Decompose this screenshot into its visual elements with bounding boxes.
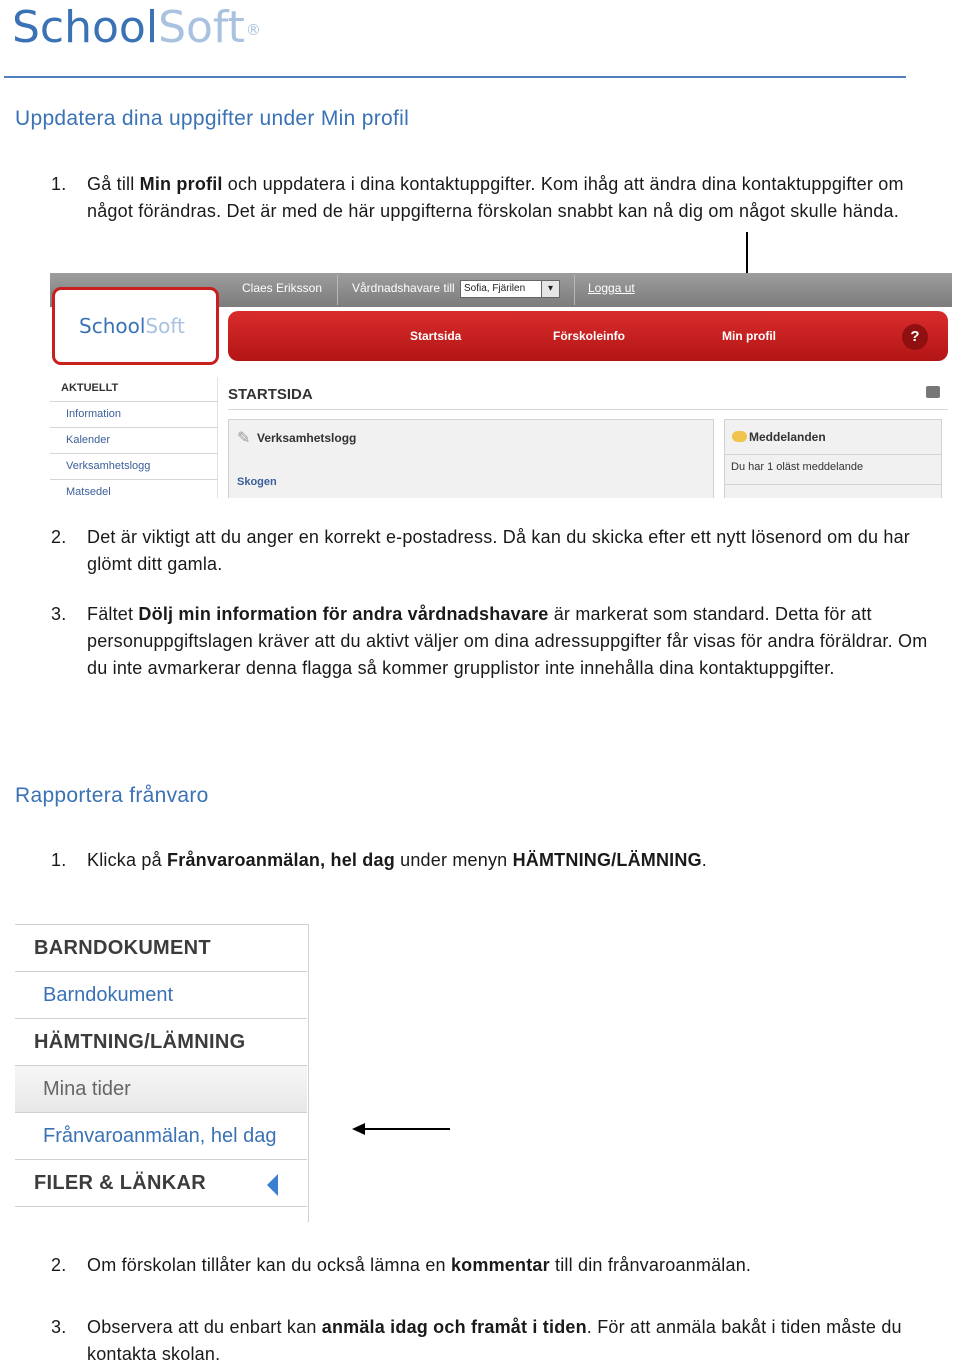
panel-verksamhetslogg	[228, 419, 714, 498]
panel-title: Verksamhetslogg	[257, 431, 357, 445]
help-icon[interactable]: ?	[902, 324, 928, 350]
instruction-item-franvaro-1: 1. Klicka på Frånvaroanmälan, hel dag under menyn HÄMTNING/LÄMNING.	[51, 850, 707, 870]
guardian-label: Vårdnadshavare till	[352, 281, 455, 295]
screenshot-startsida	[50, 273, 952, 498]
instruction-item-franvaro-2: 2. Om förskolan tillåter kan du också lämna en kommentar till din frånvaroanmälan.	[51, 1255, 752, 1275]
menu-heading-hamtning-lamning[interactable]: HÄMTNING/LÄMNING	[15, 1019, 307, 1066]
instruction-item-franvaro-3: 3. Observera att du enbart kan anmäla idag och framåt i tiden. För att anmäla bakåt i tiden måste du kontakta skolan.	[51, 1317, 902, 1364]
main-nav-bar	[228, 311, 948, 361]
menu-heading-filer-lankar[interactable]: FILER & LÄNKAR	[15, 1160, 307, 1207]
guardian-select[interactable]: Sofia, Fjärilen	[460, 280, 560, 298]
separator	[337, 275, 338, 305]
nav-min-profil[interactable]: Min profil	[722, 329, 776, 343]
message-bubble-icon	[732, 431, 747, 442]
schoolsoft-mini-logo: SchoolSoft	[79, 314, 185, 338]
header-divider	[4, 76, 906, 78]
sidebar-item-verksamhetslogg[interactable]: Verksamhetslogg	[50, 453, 218, 479]
pen-icon: ✎	[237, 430, 251, 447]
section-heading-min-profil: Uppdatera dina uppgifter under Min profil	[15, 107, 410, 130]
unread-messages-link[interactable]: Du har 1 oläst meddelande	[731, 461, 864, 473]
instruction-item-3: 3. Fältet Dölj min information för andra vårdnadshavare är markerat som standard. Detta för att personuppgiftslagen kräver att du aktivt väljer om dina adressuppgifter får visas för andra föräldrar. Om du inte avmarkerar denna flagga så kommer grupplistor inte innehålla dina kontaktuppgifter.	[51, 604, 928, 678]
user-name: Claes Eriksson	[242, 281, 323, 295]
pointer-arrow-left	[362, 1128, 450, 1130]
instruction-item-1: 1. Gå till Min profil och uppdatera i dina kontaktuppgifter. Kom ihåg att ändra dina kontaktuppgifter om något förändras. Det är med de här uppgifterna förskolan snabbt kan nå dig om något skulle hända.	[51, 174, 904, 221]
screenshot-menu	[15, 924, 309, 1222]
separator	[574, 275, 575, 305]
menu-item-mina-tider[interactable]: Mina tider	[15, 1066, 307, 1113]
instruction-item-2: 2. Det är viktigt att du anger en korrekt e-postadress. Då kan du skicka efter ett nytt lösenord om du har glömt ditt gamla.	[51, 527, 910, 574]
nav-forskoleinfo[interactable]: Förskoleinfo	[553, 329, 626, 343]
schoolsoft-logo-box[interactable]	[52, 287, 219, 365]
sidebar-aktuellt	[50, 377, 218, 498]
printer-icon[interactable]	[926, 386, 940, 398]
schoolsoft-logo: SchoolSoft®	[12, 2, 261, 53]
chevron-down-icon[interactable]: ▾	[541, 280, 560, 298]
divider	[725, 454, 941, 455]
sidebar-heading: AKTUELLT	[61, 382, 119, 394]
panel-link-skogen[interactable]: Skogen	[237, 476, 277, 488]
panel-title: Meddelanden	[749, 430, 826, 444]
menu-item-franvaroanmalan[interactable]: Frånvaroanmälan, hel dag	[15, 1113, 307, 1160]
sidebar-item-information[interactable]: Information	[50, 401, 218, 427]
panel-meddelanden	[724, 419, 942, 498]
menu-heading-barndokument: BARNDOKUMENT	[15, 925, 307, 972]
section-heading-franvaro: Rapportera frånvaro	[15, 784, 209, 807]
logout-link[interactable]: Logga ut	[588, 281, 635, 295]
divider	[725, 484, 941, 485]
sidebar-item-matsedel[interactable]: Matsedel	[50, 479, 218, 498]
menu-item-barndokument[interactable]: Barndokument	[15, 972, 307, 1019]
sidebar-item-kalender[interactable]: Kalender	[50, 427, 218, 453]
nav-startsida[interactable]: Startsida	[410, 329, 462, 343]
collapse-arrow-icon[interactable]	[267, 1174, 278, 1196]
page-title: STARTSIDA	[228, 386, 313, 403]
title-divider	[228, 409, 948, 410]
